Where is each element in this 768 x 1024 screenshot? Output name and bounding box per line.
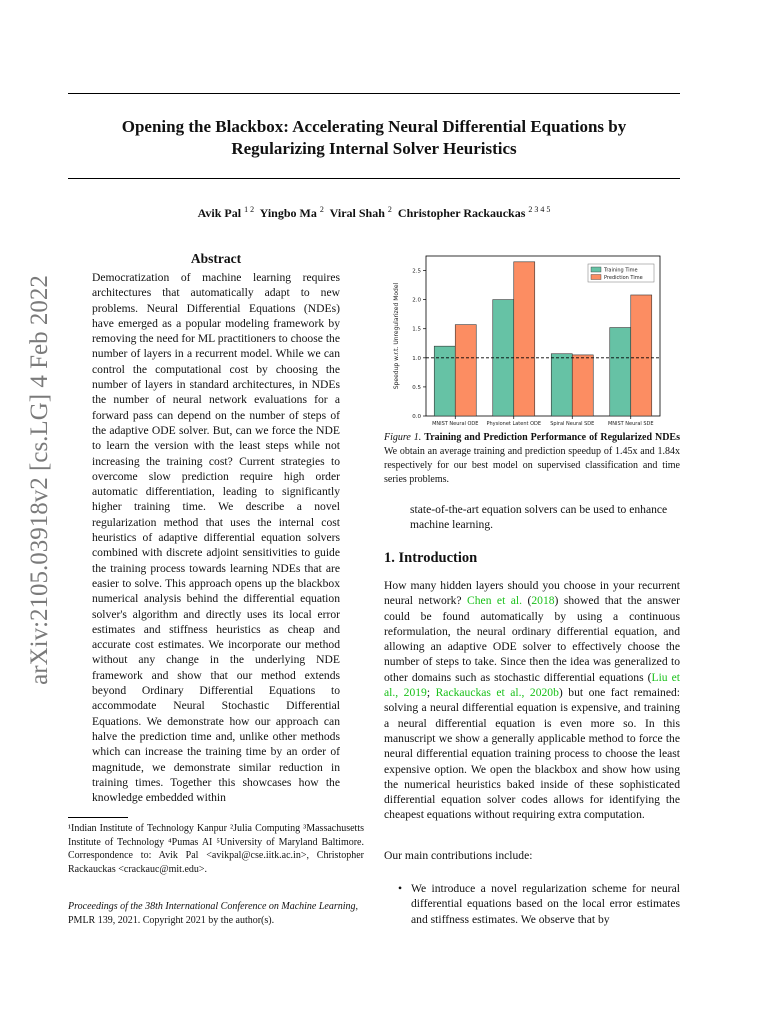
caption-text: We obtain an average training and prediction speedup of 1.45x and 1.84x respectively for our best model on supervised classification and time series problems. xyxy=(384,446,680,485)
bar-prediction-0 xyxy=(455,325,476,416)
caption-label: Figure 1. xyxy=(384,432,422,443)
author-affiliation: 2 xyxy=(319,205,324,214)
author-affiliation: 2 xyxy=(387,205,392,214)
citation-chen[interactable] xyxy=(467,594,522,607)
paper-title xyxy=(68,116,680,160)
author-name: Viral Shah xyxy=(329,206,385,220)
title-line-2: Regularizing Internal Solver Heuristics xyxy=(231,139,517,158)
proceedings-note xyxy=(68,900,364,927)
bar-prediction-1 xyxy=(514,262,535,416)
x-tick-label: MNIST Neural SDE xyxy=(607,421,654,427)
bar-prediction-2 xyxy=(572,355,593,416)
section-heading-introduction: 1. Introduction xyxy=(384,550,478,566)
author-name: Avik Pal xyxy=(197,206,242,220)
y-tick-label: 0.0 xyxy=(412,414,421,420)
y-axis-label: Speedup w.r.t. Unregularized Model xyxy=(393,282,400,390)
y-tick-label: 1.5 xyxy=(412,326,421,333)
citation-liu[interactable]: Liu et al., 2019 xyxy=(384,670,680,700)
legend-label: Prediction Time xyxy=(604,275,643,281)
author-list xyxy=(68,205,680,221)
bar-training-0 xyxy=(434,346,455,416)
y-tick-label: 2.0 xyxy=(412,297,421,304)
x-tick-label: Physionet Latent ODE xyxy=(486,421,542,427)
bullet-dot: • xyxy=(398,882,403,895)
citation-chen-year[interactable]: 2018 xyxy=(531,594,555,608)
abstract-continued: state-of-the-art equation solvers can be used to enhance machine learning. xyxy=(410,503,668,532)
abstract-text: Democratization of machine learning requires architectures that automatically adapt to new problems. Neural Differential Equations (NDEs) have emerged as a popular modeling framework by removing the need for ML practitioners to choose the number of layers in a recurrent model. While we can control the computational cost by choosing the number of layers in standard architectures, in NDEs the number of neural network evaluations for a forward pass can depend on the number of steps of the adaptive ODE solver. But, can we force the NDE to learn the version with the least steps while not increasing the training cost? Current strategies to overcome slow prediction require high order automatic differentiation, leading to significantly higher training time. We describe a novel regularization method that uses the internal cost heuristics of adaptive differential equation solvers combined with discrete adjoint sensitivities to guide the training process towards learning NDEs that are easier to solve. This approach opens up the blackbox numerical analysis behind the differential equation solver's algorithm and directly uses its local error estimates and stiffness heuristics as cheap and accurate cost estimates. We incorporate our method without any change in the underlying NDE framework and show that our method extends beyond Ordinary Differential Equations to accommodate Neural Stochastic Differential Equations. We demonstrate how our approach can halve the prediction time and, unlike other methods which can increase the training time by an order of magnitude, we demonstrate similar reduction in training times. Together this showcases how the knowledge embedded within xyxy=(92,271,340,805)
affiliations-footnote: ¹Indian Institute of Technology Kanpur ²Julia Computing ³Massachusetts Institute of Technology ⁴Pumas AI ⁵University of Maryland Baltimore. Correspondence to: Avik Pal <avikpal@cse.iitk.ac.in>, Christopher Rackauckas <crackauc@mit.edu>. xyxy=(68,823,364,875)
legend-swatch xyxy=(591,267,601,272)
arxiv-identifier: arXiv:2105.03918v2 [cs.LG] 4 Feb 2022 xyxy=(26,275,53,685)
author-affiliation: 2 3 4 5 xyxy=(528,205,551,214)
intro-text: showed that the answer could be found automatically by using a continuous reformulation, the neural ordinary differential equation, and allowing an adaptive ODE solver to effectively choose the number of steps to take. Since then the idea was generalized to other domains such as stochastic differential equations xyxy=(384,594,680,684)
title-line-1: Opening the Blackbox: Accelerating Neural Differential Equations by xyxy=(121,117,627,136)
abstract-heading: Abstract xyxy=(190,251,242,266)
contribution-bullet xyxy=(398,881,680,927)
author-name: Christopher Rackauckas xyxy=(397,206,526,220)
bar-training-3 xyxy=(610,328,631,416)
proceedings-copyright: , PMLR 139, 2021. Copyright 2021 by the author(s). xyxy=(68,901,359,926)
introduction-paragraph: How many hidden layers should you choose in your recurrent neural network? Chen et al. (2018) showed that the answer could be found automatically by using a continuous reformulation, the neural ordinary differential equation, and allowing an adaptive ODE solver to effectively choose the number of steps to take. Since then the idea was generalized to other domains such as stochastic differential equations (Liu et al., 2019; Rackauckas et al., 2020b) but one fact remained: solving a neural differential equation is expensive, and training a neural differential equation is even more so. In this manuscript we show a generally applicable method to force the neural differential equation training process to choose the least expensive option. We open the blackbox and show how using the numerical heuristics baked inside of these sophisticated differential equation solver codes allows for identifying the cheapest equations without requiring extra computation. xyxy=(384,579,681,822)
proceedings-venue: Proceedings of the 38th International Conference on Machine Learning xyxy=(68,901,356,912)
x-tick-label: Spiral Neural SDE xyxy=(550,421,595,427)
citation-rackauckas[interactable]: Rackauckas et al., 2020b xyxy=(435,686,559,700)
author-affiliation: 1 2 xyxy=(244,205,255,214)
y-tick-label: 1.0 xyxy=(412,355,421,362)
figure-1 xyxy=(384,250,680,428)
legend-swatch xyxy=(591,275,601,280)
y-tick-label: 0.5 xyxy=(412,384,421,391)
bar-chart xyxy=(384,250,680,428)
y-tick-label: 2.5 xyxy=(412,268,421,275)
footnote-rule xyxy=(68,817,128,818)
intro-text: How many hidden layers should you choose in your recurrent neural network? xyxy=(384,579,680,608)
contributions-intro: Our main contributions include: xyxy=(384,849,533,862)
caption-title: Training and Prediction Performance of Regularized NDEs xyxy=(424,432,680,443)
legend-label: Training Time xyxy=(604,267,638,274)
contribution-text: We introduce a novel regularization scheme for neural differential equations based on the local error estimates and stiffness estimates. We observe that by xyxy=(411,882,680,926)
bar-prediction-3 xyxy=(631,295,652,416)
author-name: Yingbo Ma xyxy=(259,206,317,220)
x-tick-label: MNIST Neural ODE xyxy=(432,421,479,427)
citation-author: Chen et al. xyxy=(467,594,523,608)
figure-caption xyxy=(384,431,680,487)
title-bottom-rule xyxy=(68,178,680,179)
bar-training-2 xyxy=(551,354,572,416)
intro-text: but one fact remained: solving a neural differential equation is expensive, and training a neural differential equation is even more so. In this manuscript we show a generally applicable method to force the neural differential equation training process to choose the least expensive option. We open the blackbox and show how using the numerical heuristics baked inside of these sophisticated differential equation solver codes allows for identifying the cheapest equations without requiring extra computation. xyxy=(384,686,681,822)
top-rule xyxy=(68,93,680,94)
